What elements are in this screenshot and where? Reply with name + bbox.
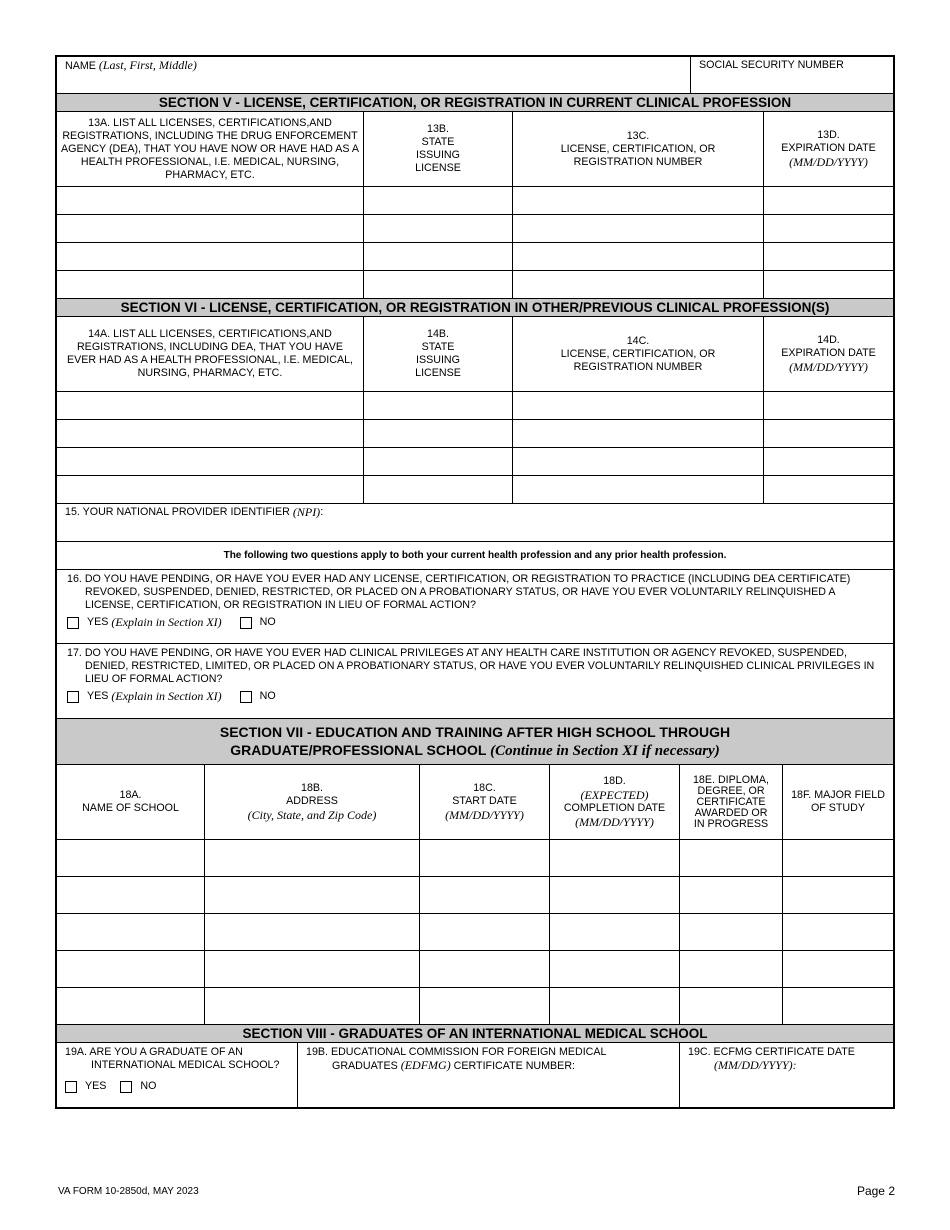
q19b-hint: (EDFMG)	[400, 1058, 451, 1072]
input-18a[interactable]	[57, 988, 205, 1024]
table-row	[57, 877, 893, 914]
q17-no-label: NO	[259, 690, 276, 702]
col-14c-label: LICENSE, CERTIFICATION, OR REGISTRATION NUMBER	[560, 347, 716, 373]
col-18d-hint-expected: (EXPECTED)	[580, 788, 649, 802]
input-13d[interactable]	[764, 215, 893, 242]
section-7-title-line2	[57, 741, 893, 760]
input-18c[interactable]	[420, 840, 550, 876]
input-14c[interactable]	[513, 448, 764, 475]
col-18a-label: NAME OF SCHOOL	[82, 802, 179, 814]
col-18b-hint: (City, State, and Zip Code)	[247, 808, 377, 822]
name-field[interactable]	[57, 57, 691, 93]
col-13c-header	[513, 112, 764, 186]
question-17	[57, 644, 893, 719]
input-18b[interactable]	[205, 914, 420, 950]
q19c-hint: (MM/DD/YYYY):	[714, 1058, 797, 1072]
input-14d[interactable]	[764, 476, 893, 503]
input-18a[interactable]	[57, 951, 205, 987]
table-row	[57, 476, 893, 504]
col-18d-number: 18D.	[603, 775, 626, 787]
col-18b-label: ADDRESS	[286, 795, 338, 807]
input-14b[interactable]	[364, 392, 513, 419]
input-18d[interactable]	[550, 877, 680, 913]
question-17-options	[67, 690, 885, 703]
npi-colon: :	[320, 506, 324, 518]
input-18e[interactable]	[680, 951, 783, 987]
input-18e[interactable]	[680, 840, 783, 876]
input-18c[interactable]	[420, 914, 550, 950]
input-13c[interactable]	[513, 271, 764, 298]
col-18c-number: 18C.	[473, 782, 496, 794]
input-18f[interactable]	[783, 951, 893, 987]
input-13b[interactable]	[364, 187, 513, 214]
input-18d[interactable]	[550, 951, 680, 987]
col-13c-number: 13C.	[626, 129, 650, 142]
col-18d-label: COMPLETION DATE	[563, 802, 666, 814]
col-18c-header	[420, 765, 550, 839]
ssn-field[interactable]	[691, 57, 893, 93]
input-13c[interactable]	[513, 243, 764, 270]
input-18d[interactable]	[550, 840, 680, 876]
col-18c-hint: (MM/DD/YYYY)	[445, 808, 524, 822]
q17-yes-hint: (Explain in Section XI)	[111, 689, 222, 703]
col-18a-number: 18A.	[119, 789, 142, 801]
q19c-label: 19C. ECFMG CERTIFICATE DATE	[688, 1046, 855, 1058]
col-14c-header	[513, 317, 764, 391]
q19b-suffix: CERTIFICATE NUMBER:	[453, 1060, 576, 1072]
col-18f-header	[783, 765, 893, 839]
table-row	[57, 840, 893, 877]
col-14b-header	[364, 317, 513, 391]
input-13c[interactable]	[513, 215, 764, 242]
table-row	[57, 187, 893, 215]
col-18e-label: 18E. DIPLOMA, DEGREE, OR CERTIFICATE AWARDED OR IN PROGRESS	[692, 773, 770, 830]
page-number: Page 2	[856, 1184, 895, 1198]
col-13d-label: EXPIRATION DATE	[781, 142, 876, 154]
q19a-text: 19A. ARE YOU A GRADUATE OF AN INTERNATIONAL MEDICAL SCHOOL?	[65, 1046, 280, 1071]
col-14c-number: 14C.	[626, 334, 650, 347]
col-13d-hint: (MM/DD/YYYY)	[789, 155, 868, 169]
q16-yes-label: YES	[87, 616, 109, 628]
input-18c[interactable]	[420, 988, 550, 1024]
input-13d[interactable]	[764, 243, 893, 270]
col-14d-header	[764, 317, 893, 391]
input-14a[interactable]	[57, 420, 364, 447]
q19b-field[interactable]	[298, 1043, 680, 1107]
section-7-header-row	[57, 765, 893, 840]
col-13d-number: 13D.	[817, 129, 840, 141]
input-14d[interactable]	[764, 392, 893, 419]
col-13b-header	[364, 112, 513, 186]
table-row	[57, 420, 893, 448]
col-14b-label: STATE ISSUING LICENSE	[415, 341, 461, 379]
input-13a[interactable]	[57, 187, 364, 214]
col-13b-label: STATE ISSUING LICENSE	[415, 136, 461, 174]
col-14a-header: 14A. LIST ALL LICENSES, CERTIFICATIONS,AND REGISTRATIONS, INCLUDING DEA, THAT YOU HAVE EVER HAD AS A HEALTH PROFESSIONAL, I.E. MEDICAL, NURSING, PHARMACY, ETC.	[57, 317, 364, 391]
input-14a[interactable]	[57, 392, 364, 419]
input-13a[interactable]	[57, 243, 364, 270]
form-id: VA FORM 10-2850d, MAY 2023	[58, 1186, 199, 1197]
table-row	[57, 448, 893, 476]
input-18f[interactable]	[783, 877, 893, 913]
input-14a[interactable]	[57, 476, 364, 503]
input-18b[interactable]	[205, 840, 420, 876]
table-row	[57, 271, 893, 299]
input-14b[interactable]	[364, 476, 513, 503]
input-18d[interactable]	[550, 914, 680, 950]
input-18b[interactable]	[205, 877, 420, 913]
input-14d[interactable]	[764, 448, 893, 475]
col-18d-hint-format: (MM/DD/YYYY)	[575, 815, 654, 829]
input-18f[interactable]	[783, 914, 893, 950]
input-14a[interactable]	[57, 448, 364, 475]
q19a-yes-label: YES	[85, 1080, 107, 1092]
col-14b-number: 14B.	[427, 328, 449, 340]
input-13a[interactable]	[57, 215, 364, 242]
q19b-label: 19B. EDUCATIONAL COMMISSION FOR FOREIGN MEDICAL GRADUATES	[306, 1046, 607, 1072]
input-18f[interactable]	[783, 840, 893, 876]
input-14b[interactable]	[364, 420, 513, 447]
input-13d[interactable]	[764, 187, 893, 214]
table-row	[57, 988, 893, 1025]
input-18c[interactable]	[420, 877, 550, 913]
table-row	[57, 392, 893, 420]
input-14b[interactable]	[364, 448, 513, 475]
input-18f[interactable]	[783, 988, 893, 1024]
input-18a[interactable]	[57, 877, 205, 913]
section-8-title: SECTION VIII - GRADUATES OF AN INTERNATIONAL MEDICAL SCHOOL	[57, 1025, 893, 1043]
input-13b[interactable]	[364, 215, 513, 242]
q19a-no-checkbox[interactable]	[120, 1081, 132, 1093]
name-label: NAME	[65, 60, 96, 72]
name-hint: (Last, First, Middle)	[98, 58, 197, 72]
input-13a[interactable]	[57, 271, 364, 298]
input-13c[interactable]	[513, 187, 764, 214]
q19a-no-label: NO	[140, 1080, 157, 1092]
col-13b-number: 13B.	[427, 123, 449, 135]
q17-no-checkbox[interactable]	[240, 691, 252, 703]
npi-hint: (NPI)	[292, 505, 321, 519]
input-18a[interactable]	[57, 914, 205, 950]
section-5-header-row	[57, 112, 893, 187]
npi-field[interactable]	[57, 504, 893, 542]
col-14d-label: EXPIRATION DATE	[781, 347, 876, 359]
section-7-title-hint: (Continue in Section XI if necessary)	[490, 743, 720, 759]
q16-yes-checkbox[interactable]	[67, 617, 79, 629]
question-17-text: 17. DO YOU HAVE PENDING, OR HAVE YOU EVER HAD CLINICAL PRIVILEGES AT ANY HEALTH CARE INSTITUTION OR AGENCY REVOKED, SUSPENDED, DENIED, RESTRICTED, LIMITED, OR PLACED ON A PROBATIONARY STATUS, OR HAVE YOU EVER VOLUNTARILY RELINQUISHED CLINICAL PRIVILEGES IN LIEU OF FORMAL ACTION?	[67, 647, 875, 685]
section-6-header-row	[57, 317, 893, 392]
input-18b[interactable]	[205, 951, 420, 987]
col-14d-number: 14D.	[817, 334, 840, 346]
table-row	[57, 243, 893, 271]
input-18d[interactable]	[550, 988, 680, 1024]
input-18e[interactable]	[680, 988, 783, 1024]
table-row	[57, 215, 893, 243]
col-18b-header	[205, 765, 420, 839]
col-18f-label: 18F. MAJOR FIELD OF STUDY	[791, 789, 885, 814]
section-7-title	[57, 719, 893, 765]
table-row	[57, 914, 893, 951]
table-row	[57, 951, 893, 988]
q16-no-label: NO	[259, 616, 276, 628]
question-16-options	[67, 616, 885, 629]
q19b-text	[306, 1046, 671, 1073]
questions-note: The following two questions apply to both your current health profession and any prior health profession.	[57, 542, 893, 570]
section-7-title-line1: SECTION VII - EDUCATION AND TRAINING AFTER HIGH SCHOOL THROUGH	[219, 724, 731, 740]
input-14d[interactable]	[764, 420, 893, 447]
ssn-label: SOCIAL SECURITY NUMBER	[699, 59, 844, 71]
section-5-title: SECTION V - LICENSE, CERTIFICATION, OR REGISTRATION IN CURRENT CLINICAL PROFESSION	[57, 94, 893, 112]
input-18a[interactable]	[57, 840, 205, 876]
q17-yes-label: YES	[87, 690, 109, 702]
section-7-title-main: GRADUATE/PROFESSIONAL SCHOOL	[230, 742, 487, 758]
identity-row	[57, 57, 893, 94]
q16-no-checkbox[interactable]	[240, 617, 252, 629]
q19a-options	[65, 1080, 289, 1093]
col-18a-header	[57, 765, 205, 839]
q16-yes-hint: (Explain in Section XI)	[111, 615, 222, 629]
col-18e-header	[680, 765, 783, 839]
section-6-title: SECTION VI - LICENSE, CERTIFICATION, OR REGISTRATION IN OTHER/PREVIOUS CLINICAL PROFESSION(S)	[57, 299, 893, 317]
input-18c[interactable]	[420, 951, 550, 987]
col-13a-header: 13A. LIST ALL LICENSES, CERTIFICATIONS,AND REGISTRATIONS, INCLUDING THE DRUG ENFORCEMENT AGENCY (DEA), THAT YOU HAVE NOW OR HAVE HAD AS A HEALTH PROFESSIONAL, I.E. MEDICAL, NURSING, PHARMACY, ETC.	[57, 112, 364, 186]
input-18e[interactable]	[680, 914, 783, 950]
col-13d-header	[764, 112, 893, 186]
npi-label: 15. YOUR NATIONAL PROVIDER IDENTIFIER	[65, 506, 290, 518]
input-13b[interactable]	[364, 271, 513, 298]
input-14c[interactable]	[513, 420, 764, 447]
col-13c-label: LICENSE, CERTIFICATION, OR REGISTRATION NUMBER	[560, 142, 716, 168]
col-14d-hint: (MM/DD/YYYY)	[789, 360, 868, 374]
input-13d[interactable]	[764, 271, 893, 298]
q17-yes-checkbox[interactable]	[67, 691, 79, 703]
question-16-text: 16. DO YOU HAVE PENDING, OR HAVE YOU EVER HAD ANY LICENSE, CERTIFICATION, OR REGISTRATION TO PRACTICE (INCLUDING DEA CERTIFICATE) REVOKED, SUSPENDED, DENIED, RESTRICTED, OR PLACED ON A PROBATIONARY STATUS, OR HAVE YOU EVER VOLUNTARILY RELINQUISHED A LICENSE, CERTIFICATION, OR REGISTRATION IN LIEU OF FORMAL ACTION?	[67, 573, 851, 611]
input-13b[interactable]	[364, 243, 513, 270]
q19c-field[interactable]	[680, 1043, 893, 1107]
question-16	[57, 570, 893, 644]
input-14c[interactable]	[513, 392, 764, 419]
section-8-row	[57, 1043, 893, 1107]
q19a-field	[57, 1043, 298, 1107]
q19a-yes-checkbox[interactable]	[65, 1081, 77, 1093]
input-18e[interactable]	[680, 877, 783, 913]
col-18b-number: 18B.	[301, 782, 323, 794]
input-18b[interactable]	[205, 988, 420, 1024]
input-14c[interactable]	[513, 476, 764, 503]
col-18d-header	[550, 765, 680, 839]
col-18c-label: START DATE	[452, 795, 517, 807]
form-page	[55, 55, 895, 1109]
